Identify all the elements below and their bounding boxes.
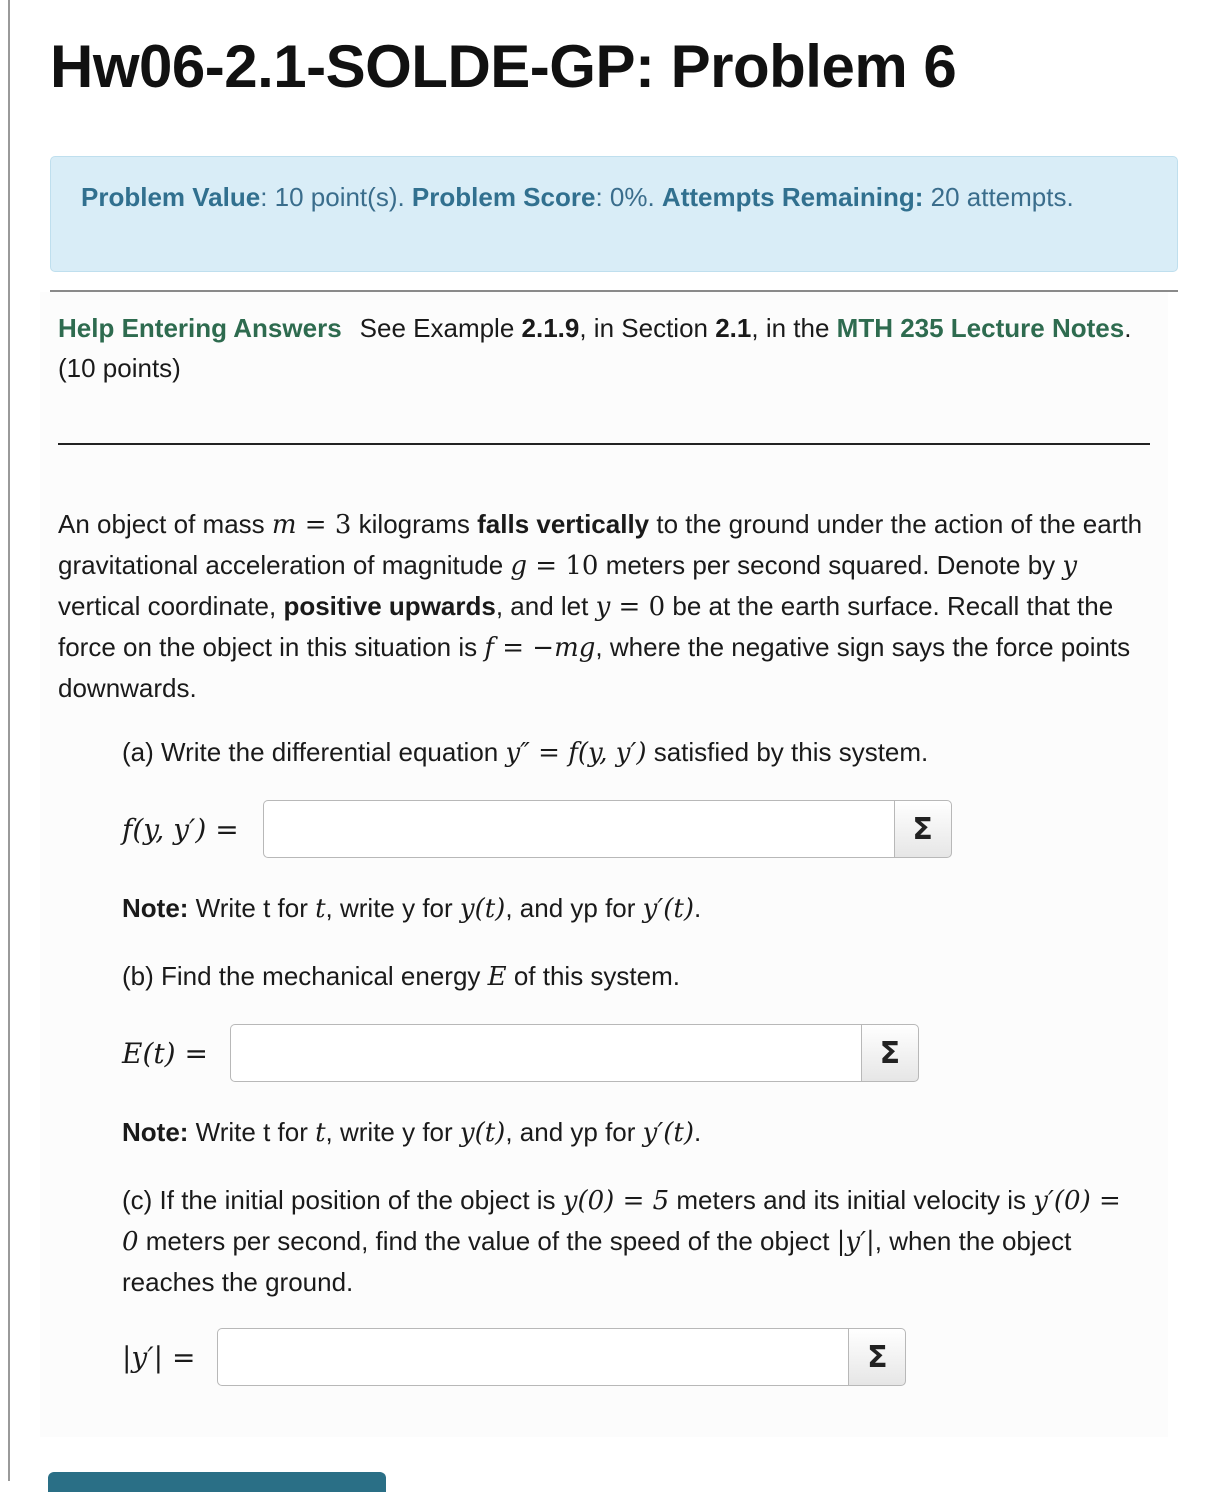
note-text: . xyxy=(693,893,702,923)
note-text: , write y for xyxy=(325,1117,460,1147)
math-y0-expr: y(0) = 5 xyxy=(562,1186,670,1216)
math-g: g xyxy=(510,551,528,581)
answer-label-a: f(y, y′) = xyxy=(122,812,239,846)
part-c-text: (c) If the initial position of the object is xyxy=(122,1185,563,1215)
math-equals: = xyxy=(610,592,649,622)
statement-text: vertical coordinate, xyxy=(58,591,284,621)
statement-text: kilograms xyxy=(351,509,478,539)
problem-info-box xyxy=(50,156,1178,272)
answer-row-a xyxy=(122,799,952,859)
answer-row-c xyxy=(122,1327,906,1387)
math-y: y xyxy=(1062,551,1078,581)
statement-text: to the ground under the action of the earth gravitational acceleration of magnitude xyxy=(58,509,1143,580)
statement-text: meters per second squared. Denote by xyxy=(598,550,1063,580)
equation-editor-button-b[interactable] xyxy=(861,1024,919,1082)
attempts-remaining-label: Attempts Remaining: xyxy=(661,182,924,212)
math-abs-yp: |y′| xyxy=(836,1227,875,1257)
problem-header xyxy=(58,308,1150,388)
math-m: m xyxy=(271,510,297,540)
header-divider xyxy=(58,443,1150,445)
section-number: 2.1 xyxy=(715,313,752,343)
note-text: , write y for xyxy=(325,893,460,923)
problem-value-text: : 10 point(s). xyxy=(260,182,412,212)
see-example-text: See Example xyxy=(359,313,522,343)
math-f-y-yp: f(y, y′) xyxy=(568,738,647,768)
statement-text: be at the earth surface. Recall that the force on the object in this situation is xyxy=(58,591,1114,662)
answer-row-b xyxy=(122,1023,919,1083)
math-zero: 0 xyxy=(648,592,666,622)
sigma-icon: Σ xyxy=(879,1035,901,1071)
note-text: . xyxy=(693,1117,702,1147)
statement-text: An object of mass xyxy=(58,509,272,539)
math-g-value: 10 xyxy=(565,551,599,581)
math-equals: = xyxy=(529,738,569,768)
math-mg: mg xyxy=(554,633,596,663)
part-c-text: meters per second, find the value of the speed of the object xyxy=(138,1226,837,1256)
math-mass-value: 3 xyxy=(334,510,352,540)
falls-vertically-bold: falls vertically xyxy=(477,509,650,539)
math-y-t: y(t) xyxy=(459,1118,506,1148)
header-period: . xyxy=(1124,313,1132,343)
problem-score-label: Problem Score xyxy=(411,182,596,212)
problem-statement xyxy=(58,504,1150,708)
part-b-text: (b) Find the mechanical energy xyxy=(122,961,488,991)
answer-label-c: |y′| = xyxy=(122,1340,196,1374)
equation-editor-button-c[interactable] xyxy=(848,1328,906,1386)
help-entering-answers-link[interactable]: Help Entering Answers xyxy=(58,313,342,343)
part-a-prompt xyxy=(122,732,1132,773)
math-equals: = xyxy=(527,551,566,581)
math-t: t xyxy=(315,894,326,924)
answer-input-b[interactable] xyxy=(230,1024,861,1082)
sigma-icon: Σ xyxy=(867,1339,888,1375)
math-yp-t: y′(t) xyxy=(642,894,694,924)
lecture-notes-link[interactable]: MTH 235 Lecture Notes xyxy=(836,313,1125,343)
statement-text: , where the negative sign says the force points downwards. xyxy=(58,632,1131,703)
part-a-text: (a) Write the differential equation xyxy=(122,737,506,767)
note-text: Write t for xyxy=(188,1117,316,1147)
part-b-text: of this system. xyxy=(506,961,680,991)
problem-score-text: : 0%. xyxy=(595,182,662,212)
note-text: , and yp for xyxy=(505,1117,643,1147)
example-number: 2.1.9 xyxy=(521,313,580,343)
part-c-text: , when the object reaches the ground. xyxy=(122,1226,1072,1297)
sigma-icon: Σ xyxy=(912,811,933,847)
math-yp0-expr: y′(0) = 0 xyxy=(122,1186,1121,1257)
note-label: Note: xyxy=(122,893,189,923)
note-a xyxy=(122,888,1132,929)
note-label: Note: xyxy=(122,1117,189,1147)
answer-label-b: E(t) = xyxy=(122,1036,208,1070)
in-section-text: , in Section xyxy=(579,313,716,343)
submit-button[interactable] xyxy=(48,1472,386,1492)
problem-value-label: Problem Value xyxy=(81,182,261,212)
part-b-prompt xyxy=(122,956,1132,997)
math-y: y xyxy=(595,592,611,622)
in-the-text: , in the xyxy=(751,313,837,343)
part-c-prompt xyxy=(122,1180,1132,1302)
statement-text: , and let xyxy=(495,591,596,621)
math-equals-minus: = − xyxy=(493,633,555,663)
part-a-text: satisfied by this system. xyxy=(646,737,929,767)
answer-input-c[interactable] xyxy=(217,1328,848,1386)
note-text: Write t for xyxy=(188,893,316,923)
note-b xyxy=(122,1112,1132,1153)
math-y-t: y(t) xyxy=(459,894,506,924)
math-t: t xyxy=(315,1118,326,1148)
equation-editor-button-a[interactable] xyxy=(894,800,952,858)
note-text: , and yp for xyxy=(505,893,643,923)
part-c-text: meters and its initial velocity is xyxy=(669,1185,1034,1215)
math-equals: = xyxy=(296,510,335,540)
attempts-remaining-text: 20 attempts. xyxy=(923,182,1074,212)
positive-upwards-bold: positive upwards xyxy=(283,591,496,621)
answer-input-a[interactable] xyxy=(263,800,894,858)
math-E: E xyxy=(487,962,507,992)
math-ypp: y″ xyxy=(505,738,530,768)
points-text: (10 points) xyxy=(58,353,181,383)
page-title: Hw06-2.1-SOLDE-GP: Problem 6 xyxy=(50,33,957,100)
math-f: f xyxy=(484,633,494,663)
math-yp-t: y′(t) xyxy=(642,1118,694,1148)
